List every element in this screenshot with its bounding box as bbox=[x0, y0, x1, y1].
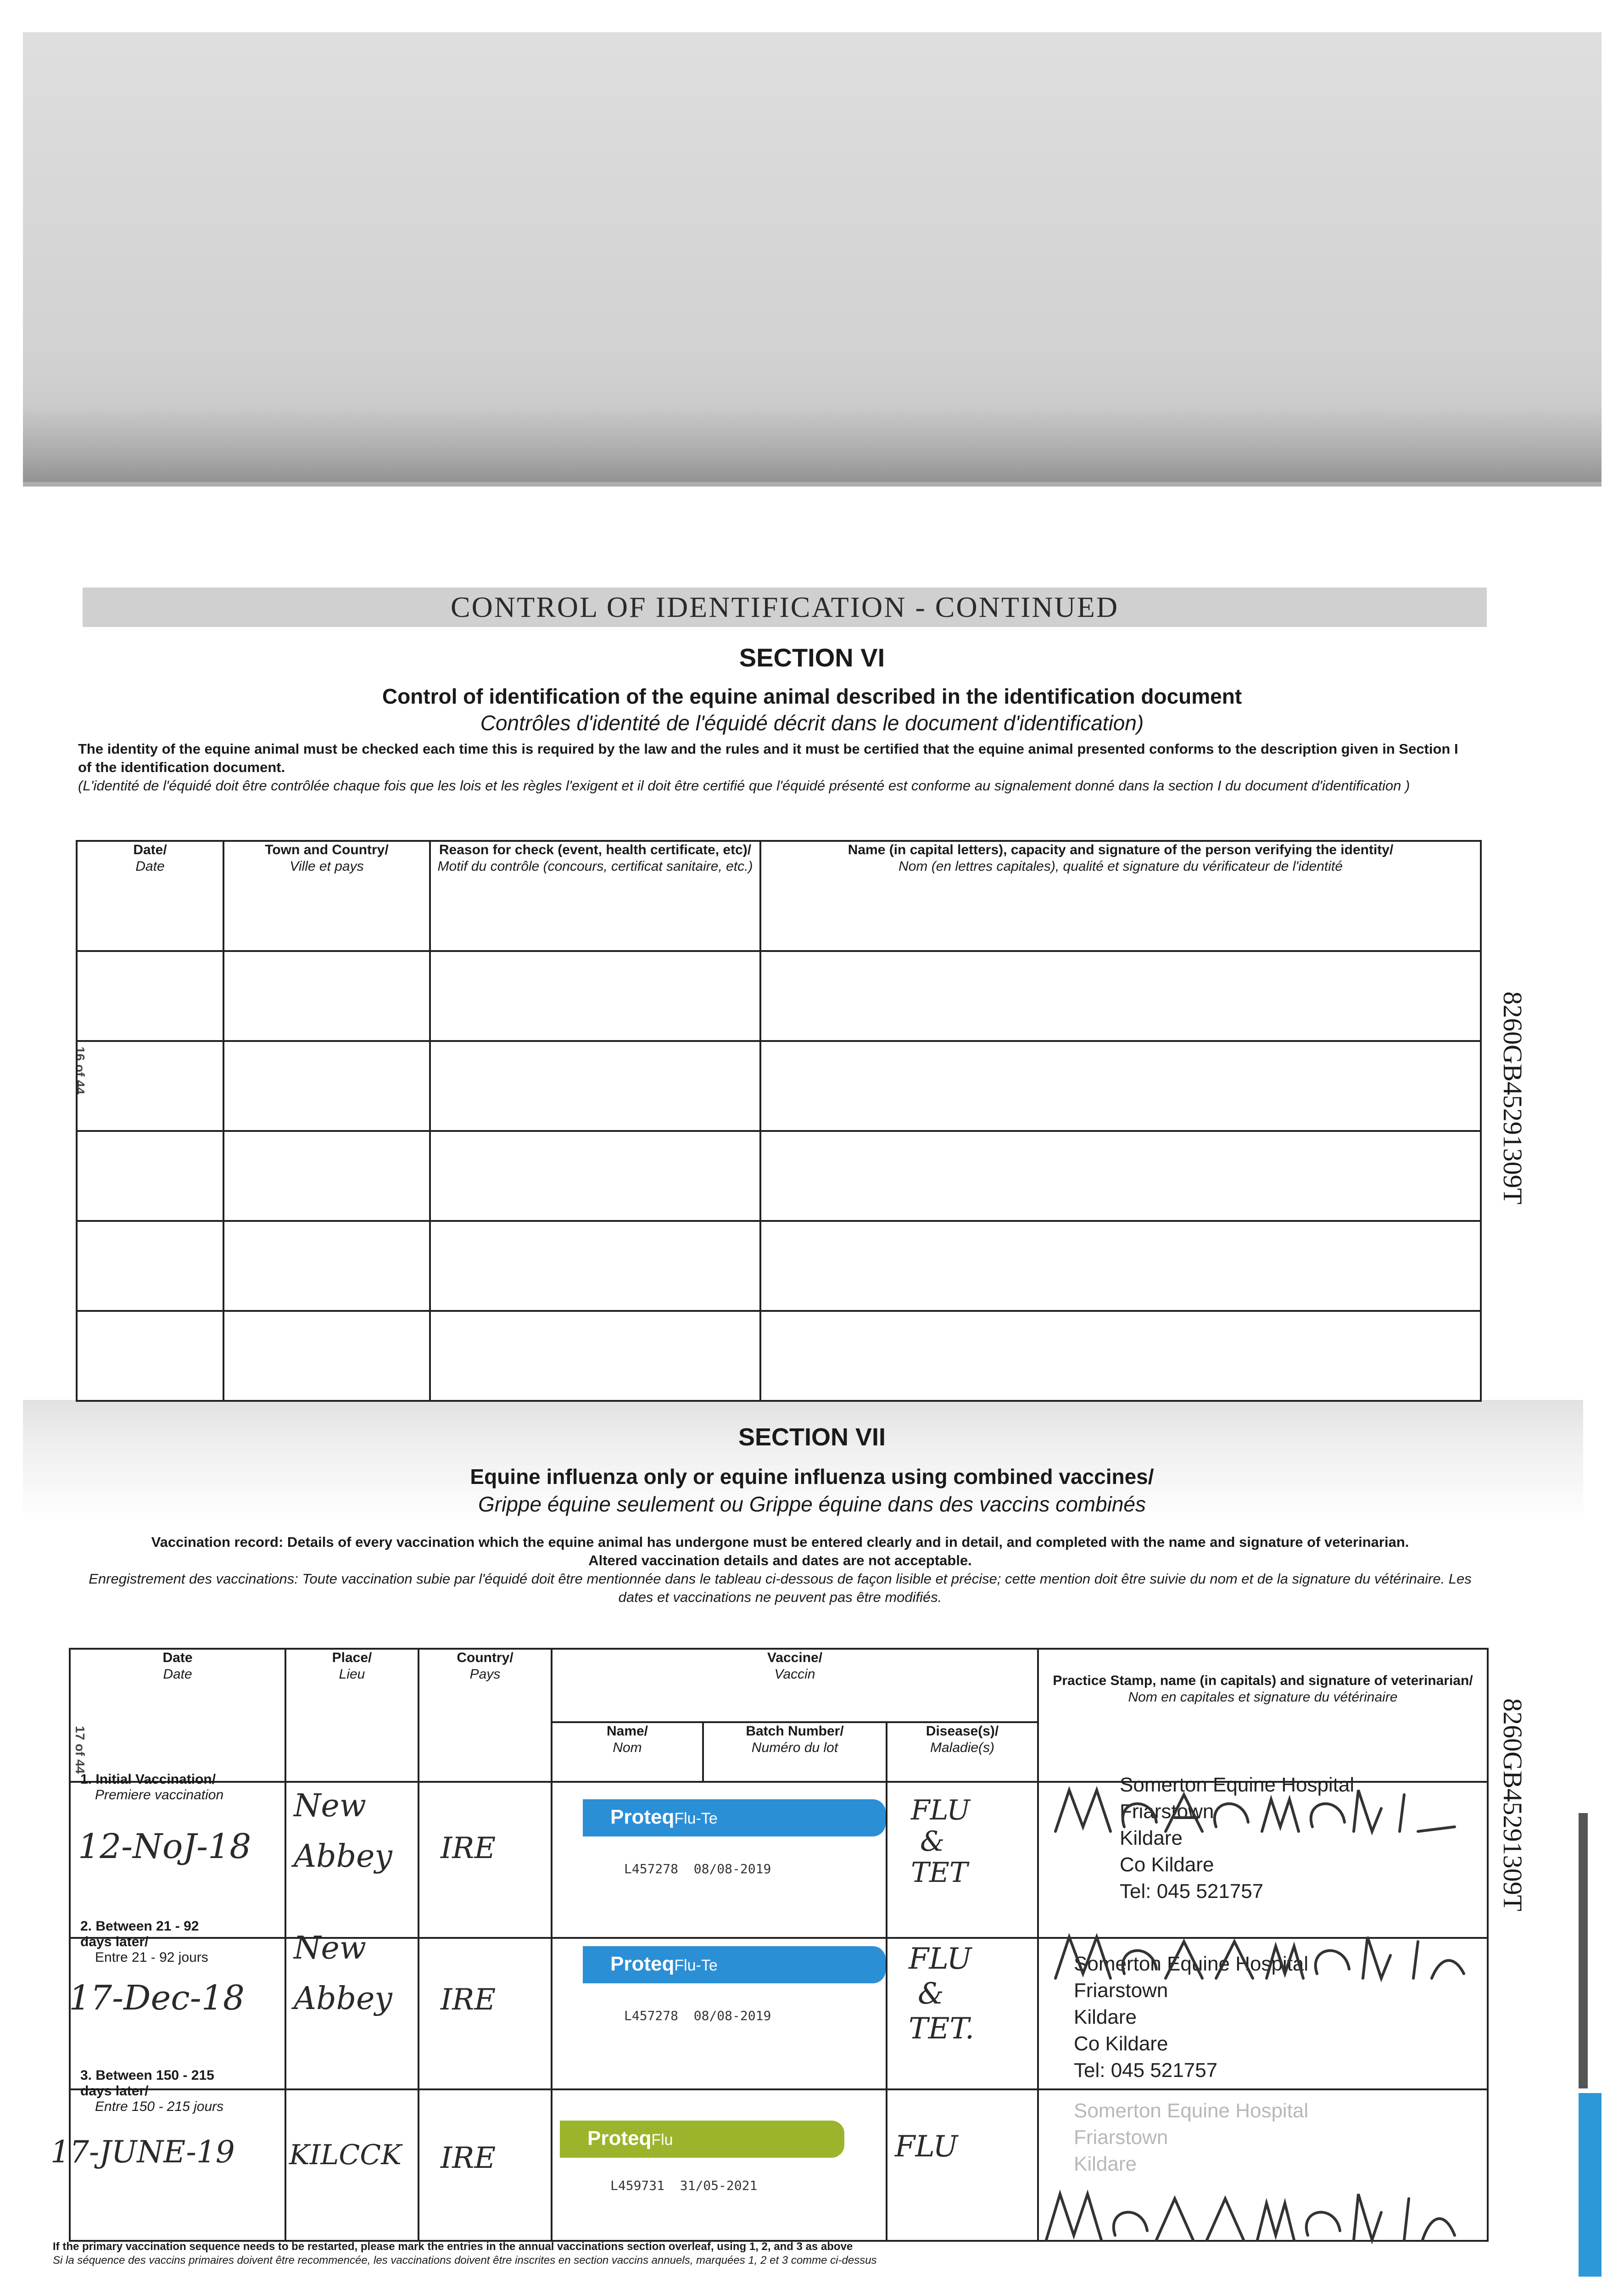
row-1-label: 1. Initial Vaccination/ Premiere vaccination bbox=[80, 1772, 224, 1802]
row-2-batch-lot: L457278 08/08-2019 bbox=[624, 2008, 771, 2023]
row-2-diseases: FLU & TET. bbox=[909, 1942, 975, 2046]
row-3-place: KILCCK bbox=[289, 2139, 402, 2171]
col-reason: Reason for check (event, health certificate, etc)/ Motif du contrôle (concours, certificat sanitaire, etc.) bbox=[430, 841, 760, 951]
row-3-label: 3. Between 150 - 215 days later/ Entre 150 - 215 jours bbox=[80, 2068, 224, 2114]
row-1-place: New Abbey bbox=[294, 1788, 392, 1875]
footnote: If the primary vaccination sequence needs to be restarted, please mark the entries in the annual vaccinations section overleaf, using 1, 2, and 3 as above Si la séquence des vaccins primaires doivent être recommencée, les vaccinations doivent être inscrites en section vaccins annuels, marquées 1, 2 et 3 comme ci-dessus bbox=[53, 2240, 877, 2267]
section-vi-instructions bbox=[78, 740, 1464, 795]
row-3-country: IRE bbox=[441, 2141, 496, 2175]
section-vii-title: SECTION VII bbox=[738, 1423, 886, 1451]
col-vacc-date: Date Date bbox=[70, 1649, 285, 1782]
page-number-16: 16 of 44 bbox=[73, 1047, 87, 1095]
row-2-practice-stamp: Somerton Equine Hospital Friarstown Kildare Co Kildare Tel: 045 521757 bbox=[1074, 1953, 1309, 2082]
row-1-practice-stamp: Somerton Equine Hospital Friarstown Kildare Co Kildare Tel: 045 521757 bbox=[1120, 1774, 1355, 1903]
row-2-date: 17-Dec-18 bbox=[69, 1978, 245, 2018]
row-1-date: 12-NoJ-18 bbox=[78, 1827, 251, 1866]
col-vaccine-name: Name/ Nom bbox=[552, 1722, 703, 1782]
row-1-vet-signature bbox=[1051, 1781, 1464, 1845]
identity-check-table bbox=[76, 840, 1482, 1402]
section-vii-instructions-en: Vaccination record: Details of every vaccination which the equine animal has undergone must be entered clearly and in detail, and completed with the name and signature of veterinarian. bbox=[151, 1534, 1409, 1550]
col-vaccine-group: Vaccine/ Vaccin bbox=[552, 1649, 1038, 1722]
row-3-practice-stamp: Somerton Equine Hospital Friarstown Kildare bbox=[1074, 2099, 1309, 2175]
col-town-country: Town and Country/ Ville et pays bbox=[223, 841, 430, 951]
row-1-country: IRE bbox=[441, 1831, 496, 1865]
passport-number-bottom: 8260GB45291309T bbox=[1498, 1698, 1528, 1911]
section-vii-subtitle-fr: Grippe équine seulement ou Grippe équine dans des vaccins combinés bbox=[478, 1492, 1146, 1516]
page-fold-shadow bbox=[23, 404, 1602, 487]
row-3-diseases: FLU bbox=[895, 2130, 958, 2164]
table-row bbox=[77, 1311, 1481, 1401]
section-vii-instructions-en-2: Altered vaccination details and dates are not acceptable. bbox=[588, 1552, 972, 1568]
section-vii-instructions-fr: Enregistrement des vaccinations: Toute vaccination subie par l'équidé doit être mentionnée dans le tableau ci-dessous de façon lisible et précise; cette mention doit être suivie du nom et de la signature du vétérinaire. Les dates et vaccinations ne peuvent pas être modifiés. bbox=[89, 1571, 1472, 1605]
row-3-batch-lot: L459731 31/05-2021 bbox=[610, 2178, 758, 2193]
table-row bbox=[77, 951, 1481, 1041]
col-vacc-place: Place/ Lieu bbox=[285, 1649, 419, 1782]
section-vi-instructions-fr: (L'identité de l'équidé doit être contrôlée chaque fois que les lois et les règles l'exigent et il doit être certifié que l'équidé présenté est conforme au signalement donné dans la section I du document d'identification ) bbox=[78, 778, 1410, 794]
passport-number-top: 8260GB45291309T bbox=[1498, 991, 1528, 1204]
col-practice-stamp: Practice Stamp, name (in capitals) and signature of veterinarian/ Nom en capitales et signature du vétérinaire bbox=[1038, 1649, 1488, 1782]
table-row bbox=[77, 1221, 1481, 1311]
section-vi-subtitle-fr: Contrôles d'identité de l'équidé décrit dans le document d'identification) bbox=[480, 711, 1144, 735]
section-vi-title: SECTION VI bbox=[739, 643, 885, 672]
row-2-place: New Abbey bbox=[294, 1930, 392, 2017]
row-1-diseases: FLU & TET bbox=[911, 1794, 970, 1889]
col-batch-number: Batch Number/ Numéro du lot bbox=[703, 1722, 887, 1782]
row-2-vet-signature bbox=[1051, 1928, 1473, 1992]
table-row bbox=[77, 1131, 1481, 1221]
row-2-vaccine-sticker: ProteqFlu-Te bbox=[583, 1946, 886, 1983]
page-number-17: 17 of 44 bbox=[73, 1726, 87, 1774]
section-vii-subtitle-en: Equine influenza only or equine influenza using combined vaccines/ bbox=[470, 1465, 1154, 1489]
control-of-identification-heading: CONTROL OF IDENTIFICATION - CONTINUED bbox=[83, 588, 1487, 627]
col-diseases: Disease(s)/ Maladie(s) bbox=[887, 1722, 1038, 1782]
binding-edge bbox=[1579, 1813, 1588, 2088]
row-1-vaccine-sticker: ProteqFlu-Te bbox=[583, 1799, 886, 1836]
section-vi-instructions-en: The identity of the equine animal must be checked each time this is required by the law and the rules and it must be certified that the equine animal presented conforms to the description given in Section I of the identification document. bbox=[78, 741, 1458, 775]
section-vi-subtitle-en: Control of identification of the equine animal described in the identification document bbox=[382, 684, 1242, 708]
col-verifier: Name (in capital letters), capacity and signature of the person verifying the identity/ Nom (en lettres capitales), qualité et signature du vérificateur de l'identité bbox=[760, 841, 1481, 951]
row-2-label: 2. Between 21 - 92 days later/ Entre 21 - 92 jours bbox=[80, 1919, 208, 1965]
table-row bbox=[77, 1041, 1481, 1131]
row-1-batch-lot: L457278 08/08-2019 bbox=[624, 1861, 771, 1876]
col-vacc-country: Country/ Pays bbox=[419, 1649, 552, 1782]
passport-cover-edge bbox=[1579, 2093, 1602, 2277]
row-3-vaccine-sticker: ProteqFlu bbox=[560, 2121, 844, 2158]
row-3-date: 17-JUNE-19 bbox=[50, 2134, 235, 2170]
col-date: Date/ Date bbox=[77, 841, 223, 951]
row-2-country: IRE bbox=[441, 1983, 496, 2017]
section-vii-instructions bbox=[78, 1533, 1482, 1606]
